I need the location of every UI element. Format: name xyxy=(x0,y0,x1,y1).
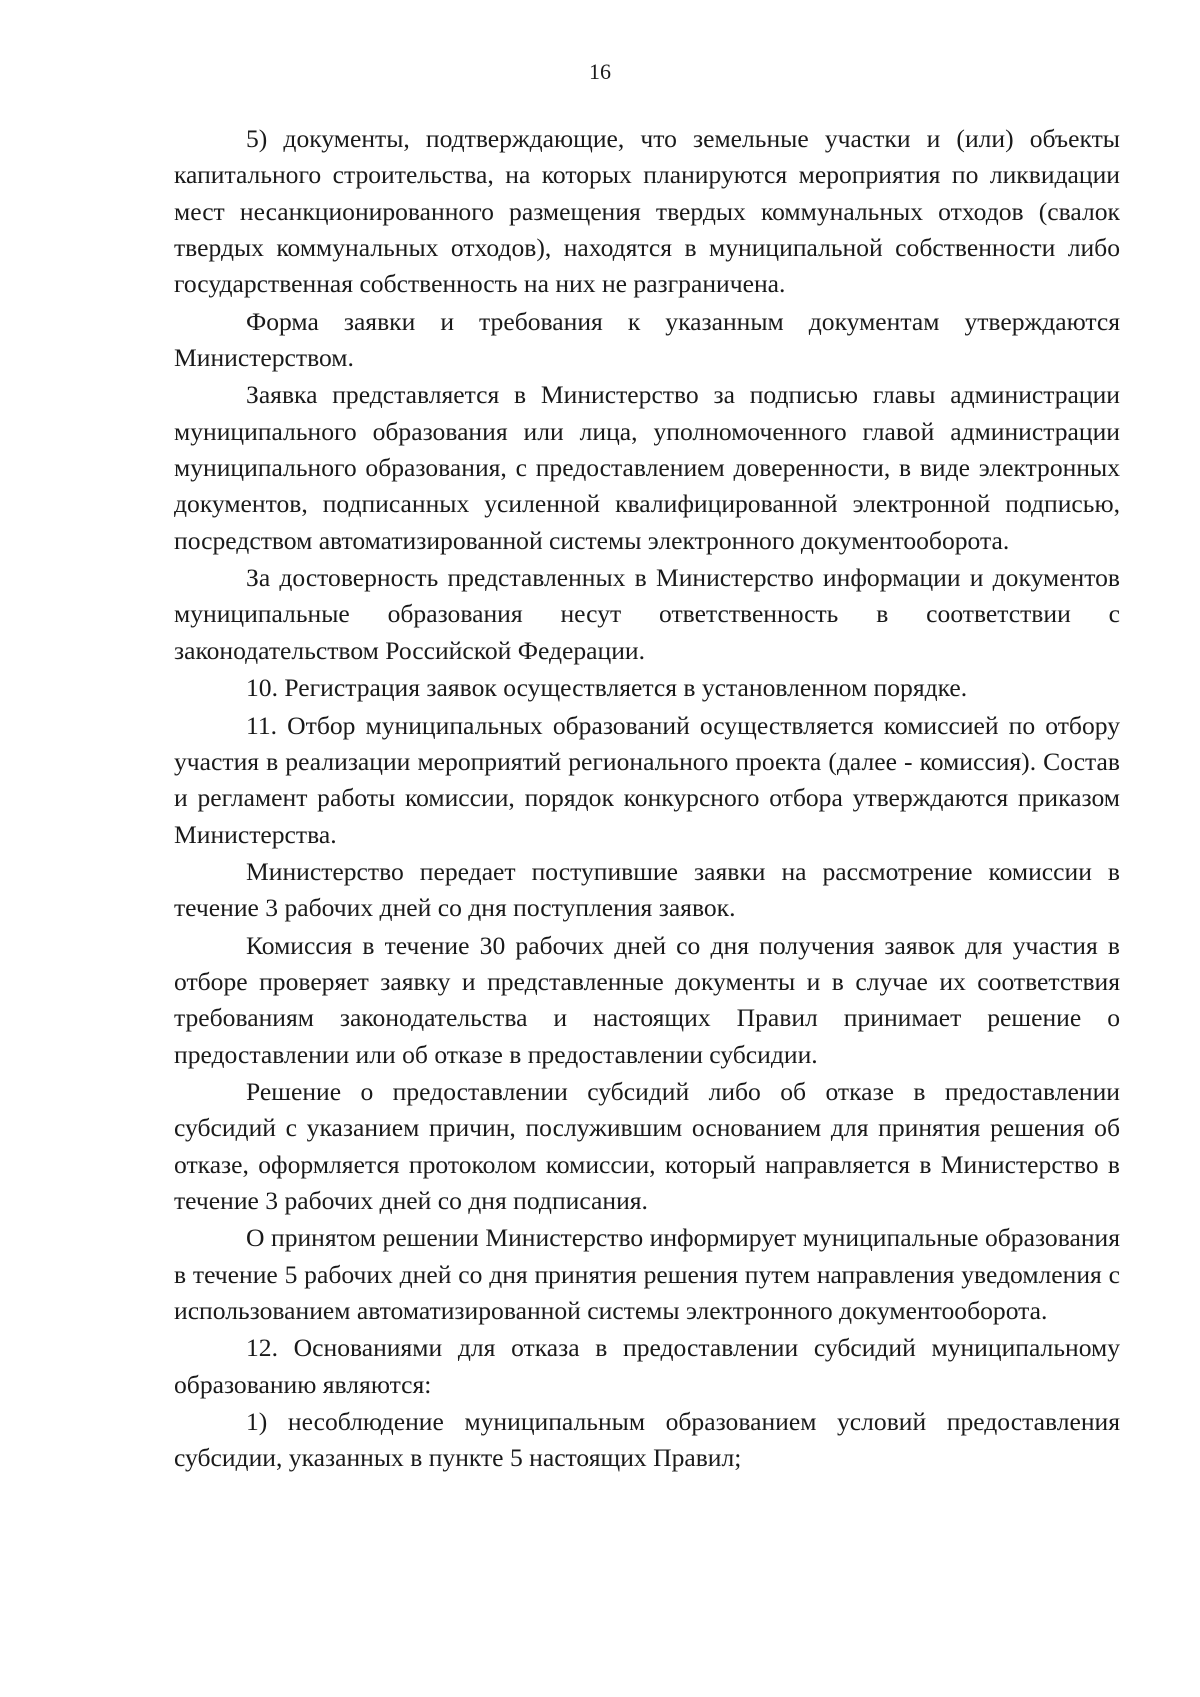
paragraph-commission-review: Комиссия в течение 30 рабочих дней со дня получения заявок для участия в отборе проверяет заявку и представленные документы и в случае их соответствия требованиям законодательства и настоящих Правил принимает решение о предоставлении или об отказе в предоставлении субсидии. xyxy=(174,930,1120,1069)
paragraph-refusal-ground-1: 1) несоблюдение муниципальным образованием условий предоставления субсидии, указанных в пункте 5 настоящих Правил; xyxy=(174,1407,1120,1473)
paragraph-decision-protocol: Решение о предоставлении субсидий либо об отказе в предоставлении субсидий с указанием причин, послужившим основанием для принятия решения об отказе, оформляется протоколом комиссии, который направляется в Министерство в течение 3 рабочих дней со дня подписания. xyxy=(174,1076,1120,1215)
paragraph-ministry-transfer: Министерство передает поступившие заявки на рассмотрение комиссии в течение 3 рабочих дней со дня поступления заявок. xyxy=(174,856,1120,923)
paragraph-ministry-notification: О принятом решении Министерство информирует муниципальные образования в течение 5 рабочих дней со дня принятия решения путем направления уведомления с использованием автоматизированной системы электронного документооборота. xyxy=(174,1223,1120,1325)
paragraph-reliability-responsibility: За достоверность представленных в Министерство информации и документов муниципальные образования несут ответственность в соответствии с законодательством Российской Федерации. xyxy=(174,563,1120,665)
paragraph-item-5-documents: 5) документы, подтверждающие, что земельные участки и (или) объекты капитального строительства, на которых планируются мероприятия по ликвидации мест несанкционированного размещения твердых коммунальных отходов (свалок твердых коммунальных отходов), находятся в муниципальной собственности либо государственная собственность на них не разграничена. xyxy=(174,124,1120,299)
document-body xyxy=(174,121,1120,1478)
page-number: 16 xyxy=(589,59,611,84)
paragraph-clause-11: 11. Отбор муниципальных образований осуществляется комиссией по отбору участия в реализации мероприятий регионального проекта (далее - комиссия). Состав и регламент работы комиссии, порядок конкурсного отбора утверждаются приказом Министерства. xyxy=(174,710,1120,849)
paragraph-application-submission: Заявка представляется в Министерство за подписью главы администрации муниципального образования или лица, уполномоченного главой администрации муниципального образования, с предоставлением доверенности, в виде электронных документов, подписанных усиленной квалифицированной электронной подписью, посредством автоматизированной системы электронного документооборота. xyxy=(174,380,1120,555)
paragraph-clause-12: 12. Основаниями для отказа в предоставлении субсидий муниципальному образованию являются: xyxy=(174,1333,1120,1399)
paragraph-clause-10: 10. Регистрация заявок осуществляется в установленном порядке. xyxy=(246,673,968,703)
paragraph-application-form: Форма заявки и требования к указанным документам утверждаются Министерством. xyxy=(174,306,1120,373)
